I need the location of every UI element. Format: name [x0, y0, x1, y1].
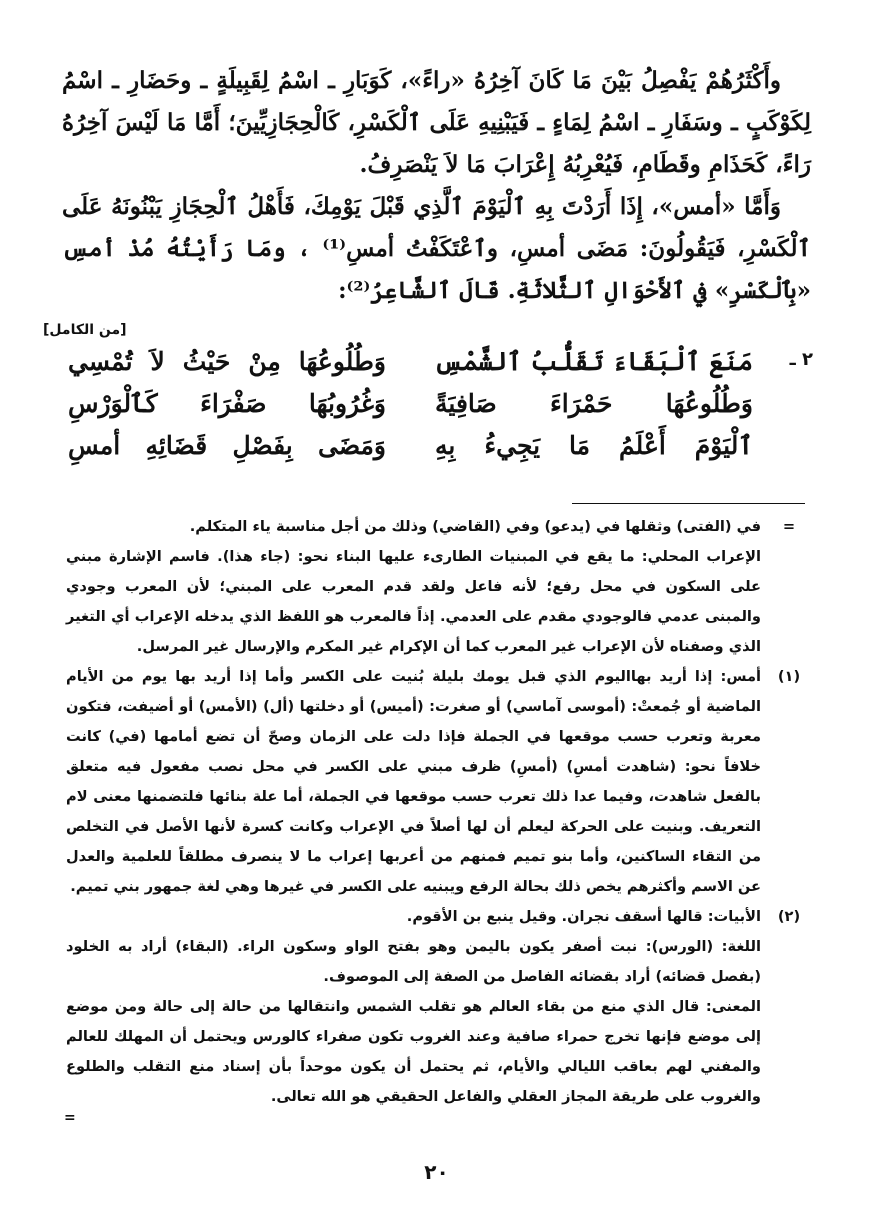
footnote-continuation-text: في (الفتى) وثقلها في (يدعو) وفي (القاضي) وذلك من أجل مناسبة ياء المتكلم.: [189, 518, 761, 535]
verse-number: ٢ ـ: [789, 349, 813, 370]
main-paragraph-2: وَأَمَّا «أمس»، إِذَا أَرَدْتَ بِهِ ٱلْيَوْمَ ٱلَّذِي قَبْلَ يَوْمِكَ، فَأَهْلُ ٱلْحِجَازِ يَبْنُونَهُ عَلَى ٱلْكَسْرِ، فَيَقُولُونَ: مَضَى أمسِ، وٱعْتَكَفْتُ أمسِ⁽¹⁾ ، ومَا رَأَيْتُهُ مُذْ أمسِ «بِٱلْكَسْرِ» في ٱلأَحْوَالِ ٱلثَّلاثَةِ. قَالَ ٱلشَّاعِرُ⁽²⁾:: [62, 193, 811, 304]
verse-line-2: [60, 387, 813, 429]
footnote-2-number: (٢): [777, 908, 801, 925]
footnote-continuation: [66, 512, 811, 542]
hemistich-right: ٱلْيَوْمَ أَعْلَمُ مَا يَجِيءُ بِهِ: [435, 431, 753, 460]
footnote-maana: المعنى: قال الذي منع من بقاء العالم هو تقلب الشمس وانتقالها من حالة إلى حالة ومن موضع إلى موضع فإنها تخرج حمراء صافية وعند الغروب تكون صفراء كالورس ويحتمل أن المهلك للعالم والمفني لهم بعاقب الليالي والأيام، ثم يحتمل أن يكون موحداً بأن إسناد منع التقلب والطلوع والغروب على طريقة المجاز العقلي والفاعل الحقيقي هو الله تعالى.: [66, 998, 761, 1105]
continuation-mark: =: [782, 518, 796, 535]
meter-label: [من الكامل]: [43, 322, 127, 338]
footnotes: [66, 512, 811, 1112]
footnote-lugha: اللغة: (الورس): نبت أصفر يكون باليمن وهو بفتح الواو وسكون الراء. (البقاء) أراد به الخلود (بفصل قضائه) أراد بقضائه الفاصل من الصفة إلى الموصوف.: [66, 938, 761, 985]
footnote-1: [66, 662, 811, 902]
main-paragraph-1: وأَكْثَرُهُمْ يَفْصِلُ بَيْنَ مَا كَانَ آخِرُهُ «راءً»، كَوَبَارِ ـ اسْمُ لِقَبِيلَةٍ ـ وحَضَارِ ـ اسْمُ لِكَوْكَبٍ ـ وسَفَارِ ـ اسْمُ لِمَاءٍ ـ فَيَبْنِيهِ عَلَى ٱلْكَسْرِ، كَالْحِجَازِيِّينَ؛ أَمَّا مَا لَيْسَ آخِرُهُ رَاءً، كَحَذَامِ وقَطَامِ، فَيُعْرِبُهُ إِعْرَابَ مَا لاَ يَنْصَرِفُ.: [62, 67, 811, 178]
verse-line-1: [60, 345, 813, 387]
hemistich-right: وَطُلُوعُهَا حَمْرَاءَ صَافِيَةً: [435, 389, 753, 418]
hemistich-left: وَمَضَى بِفَصْلِ قَضَائِهِ أمسِ: [68, 431, 386, 460]
poem: [60, 345, 813, 471]
footnote-2-text: الأبيات: قالها أسقف نجران. وقيل ينبع بن الأقوم.: [406, 908, 761, 925]
footnote-separator: [572, 503, 805, 504]
verse-line-3: [60, 429, 813, 471]
footnote-mahalli: الإعراب المحلي: ما يقع في المبنيات الطارىء عليها البناء نحو: (جاء هذا). فاسم الإشارة مبني على السكون في محل رفع؛ لأنه فاعل ولقد قدم المعرب على المبني؛ لأن المعرب وجودي والمبنى عدمي فالوجودي مقدم على العدمي. إذاً فالمعرب هو اللفظ الذي يدخله الإعراب أي التغير الذي وصفناه لأن الإعراب غير المعرب كما أن الإكرام غير المكرم والإرسال غير المرسل.: [66, 548, 761, 655]
footnote-2: [66, 902, 811, 932]
next-page-continuation-mark: =: [64, 1110, 76, 1126]
footnote-1-number: (١): [777, 668, 801, 685]
main-text: [62, 60, 811, 312]
hemistich-right: مَنَعَ ٱلْبَقَاءَ تَقَلُّبُ ٱلشَّمْسِ: [433, 347, 753, 376]
page-number: ٢٠: [424, 1160, 449, 1184]
hemistich-left: وَغُرُوبُهَا صَفْرَاءَ كَٱلْوَرْسِ: [68, 389, 386, 418]
hemistich-left: وَطُلُوعُهَا مِنْ حَيْثُ لاَ تُمْسِي: [68, 347, 386, 376]
footnote-1-text: أمس: إذا أريد بهااليوم الذي قبل يومك بليلة بُنيت على الكسر وأما إذا أريد بها يوم من الأيام الماضية أو جُمعتْ: (أموسى آماسي) أو صغرت: (أميس) أو دخلتها (أل) (الأمس) أو أضيفت، فتكون معربة وتعرب حسب موقعها في الجملة فإذا دلت على الزمان وصحّ أن تضع أمامها (في) كانت خلافاً نحو: (شاهدت أمسِ) (أمسِ) ظرف مبني على الكسر في محل نصب مفعول فيه متعلق بالفعل شاهدت، وفيما عدا ذلك تعرب حسب موقعها في الجملة، أما علة بنائها فلتضمنها معنى لام التعريف. وبنيت على الحركة ليعلم أن لها أصلاً في الإعراب وكانت كسرة لأنها الأصل في التخلص من التقاء الساكنين، وأما بنو تميم فمنهم من أعربها إعراب ما لا ينصرف مطلقاً للعلمية والعدل عن الاسم وأكثرهم يخص ذلك بحالة الرفع ويبنيه على الكسر في غيرها وهي لغة جمهور بني تميم.: [66, 668, 761, 895]
